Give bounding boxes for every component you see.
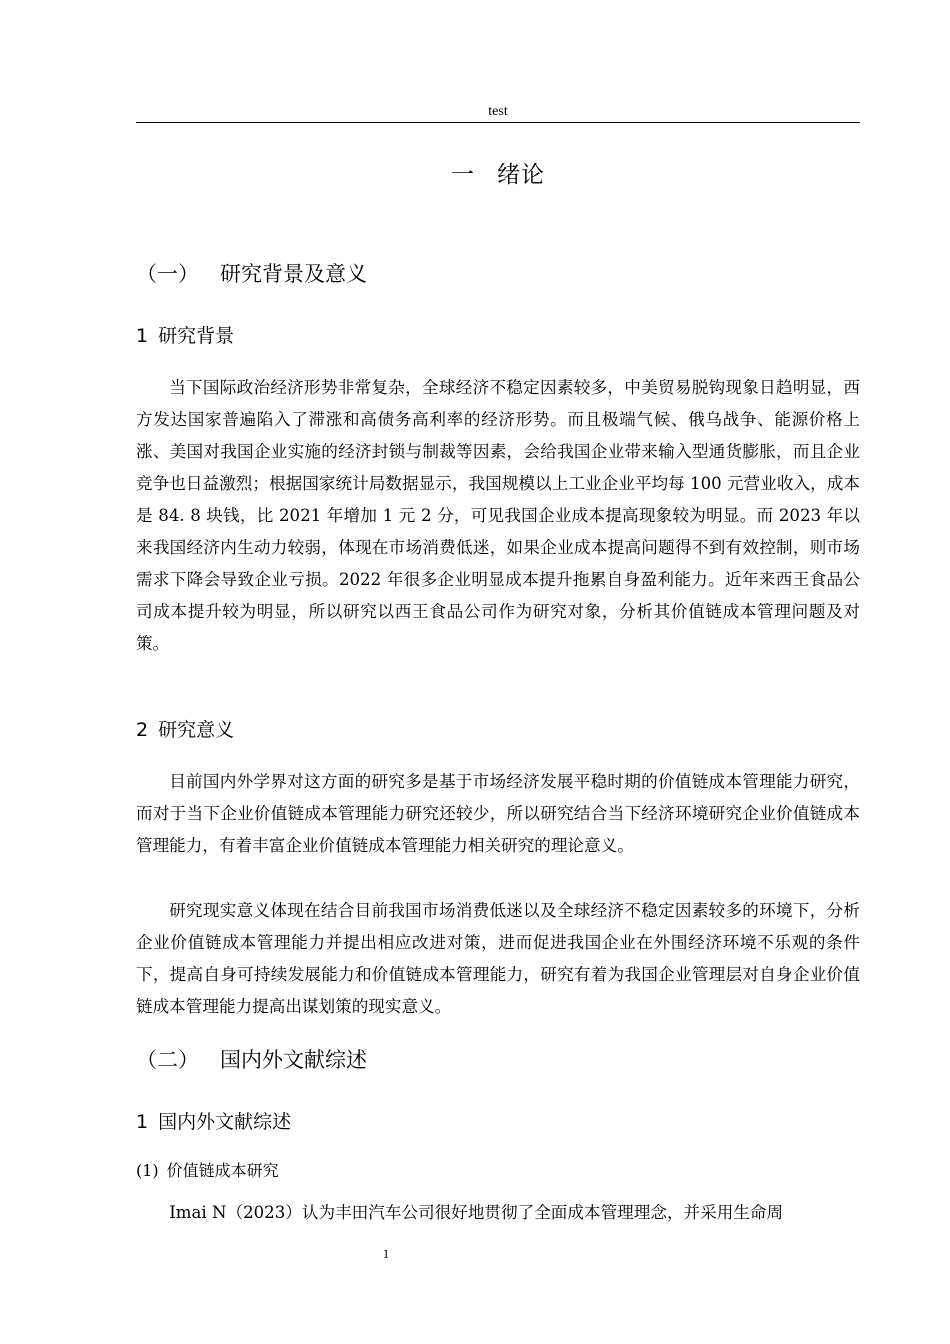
subsection-number: 2 — [136, 719, 149, 741]
subsection-title: 研究意义 — [158, 719, 235, 741]
subsection-heading — [136, 717, 234, 743]
section-heading — [136, 1046, 367, 1074]
body-paragraph: 研究现实意义体现在结合目前我国市场消费低迷以及全球经济不稳定因素较多的环境下，分析企业价值链成本管理能力并提出相应改进对策，进而促进我国企业在外围经济环境不乐观的条件下，提高自身可持续发展能力和价值链成本管理能力，研究有着为我国企业管理层对自身企业价值链成本管理能力提高出谋划策的现实意义。 — [136, 901, 860, 1016]
subsection-title: 国内外文献综述 — [158, 1111, 292, 1133]
section-heading — [136, 260, 367, 288]
section-number: （二） — [136, 1048, 199, 1072]
chapter-title-text: 绪论 — [497, 162, 545, 188]
subsection-number: 1 — [136, 1111, 149, 1133]
body-paragraph: Imai N（2023）认为丰田汽车公司很好地贯彻了全面成本管理理念，并采用生命周 — [169, 1203, 784, 1222]
section-title: 研究背景及意义 — [220, 262, 367, 286]
item-number: (1) — [136, 1161, 159, 1180]
running-header: test — [488, 104, 508, 119]
chapter-number: 一 — [451, 162, 475, 188]
subsection-number: 1 — [136, 325, 149, 347]
body-paragraph: 当下国际政治经济形势非常复杂，全球经济不稳定因素较多，中美贸易脱钩现象日趋明显，西方发达国家普遍陷入了滞涨和高债务高利率的经济形势。而且极端气候、俄乌战争、能源价格上涨、美国对我国企业实施的经济封锁与制裁等因素，会给我国企业带来输入型通货膨胀，而且企业竞争也日益激烈；根据国家统计局数据显示，我国规模以上工业企业平均每 100 元营业收入，成本是 84. 8 块钱，比 2021 年增加 1 元 2 分，可见我国企业成本提高现象较为明显。而 2023 年以来我国经济内生动力较弱，体现在市场消费低迷，如果企业成本提高问题得不到有效控制，则市场需求下降会导致企业亏损。2022 年很多企业明显成本提升拖累自身盈利能力。近年来西王食品公司成本提升较为明显，所以研究以西王食品公司作为研究对象，分析其价值链成本管理问题及对策。 — [136, 378, 860, 653]
header-rule — [136, 122, 860, 123]
section-title: 国内外文献综述 — [220, 1048, 367, 1072]
section-number: （一） — [136, 262, 199, 286]
item-title: 价值链成本研究 — [166, 1161, 279, 1180]
chapter-title — [136, 160, 860, 190]
subsection-title: 研究背景 — [158, 325, 235, 347]
body-paragraph: 目前国内外学界对这方面的研究多是基于市场经济发展平稳时期的价值链成本管理能力研究，而对于当下企业价值链成本管理能力研究还较少，所以研究结合当下经济环境研究企业价值链成本管理能力，有着丰富企业价值链成本管理能力相关研究的理论意义。 — [136, 772, 860, 855]
item-heading — [136, 1160, 279, 1182]
subsection-heading — [136, 323, 234, 349]
subsection-heading — [136, 1109, 291, 1135]
page-number: 1 — [382, 1246, 390, 1261]
